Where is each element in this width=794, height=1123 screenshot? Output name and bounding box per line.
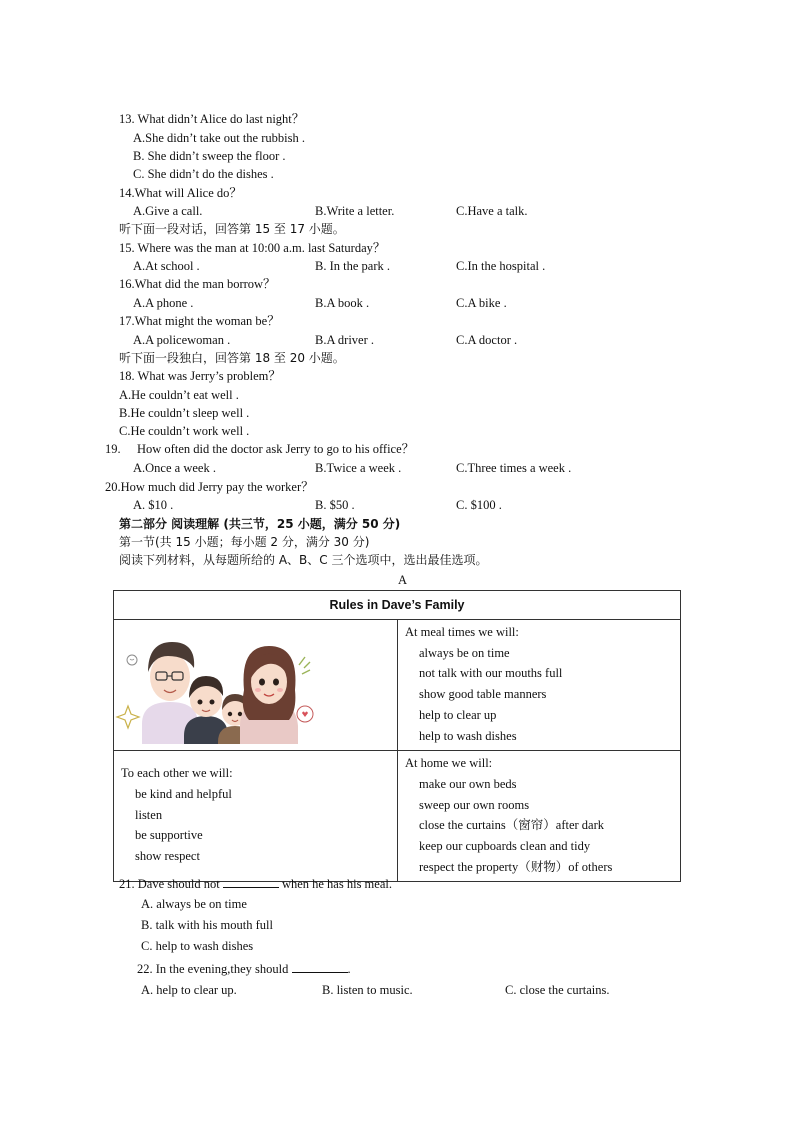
question-21 bbox=[119, 875, 392, 893]
answer-blank bbox=[223, 875, 279, 888]
meal-rules-cell bbox=[398, 620, 681, 751]
question-21-stem-end: when he has his meal. bbox=[281, 877, 392, 891]
option-19b: B.Twice a week . bbox=[315, 461, 402, 475]
home-rule-item: close the curtains（窗帘）after dark bbox=[419, 818, 605, 833]
option-18a: A.He couldn’t eat well . bbox=[119, 388, 239, 402]
option-20a: A. $10 . bbox=[133, 498, 174, 512]
answer-blank bbox=[292, 960, 348, 973]
option-22a: A. help to clear up. bbox=[141, 983, 237, 997]
option-14b: B.Write a letter. bbox=[315, 204, 395, 218]
meal-rules-heading: At meal times we will: bbox=[405, 625, 519, 639]
question-22 bbox=[137, 960, 351, 978]
option-18b: B.He couldn’t sleep well . bbox=[119, 406, 250, 420]
option-17c: C.A doctor . bbox=[456, 333, 518, 347]
family-illustration bbox=[114, 620, 397, 744]
option-20b: B. $50 . bbox=[315, 498, 355, 512]
home-rules-heading: At home we will: bbox=[405, 756, 493, 771]
family-illustration-cell bbox=[114, 620, 398, 751]
option-21c: C. help to wash dishes bbox=[141, 939, 254, 953]
question-18: 18. What was Jerry’s problem？ bbox=[119, 369, 281, 383]
option-16b: B.A book . bbox=[315, 296, 370, 310]
option-13a: A.She didn’t take out the rubbish . bbox=[133, 131, 305, 145]
option-17b: B.A driver . bbox=[315, 333, 375, 347]
option-22c: C. close the curtains. bbox=[505, 983, 610, 997]
reading-instruction: 阅读下列材料，从每题所给的 A、B、C 三个选项中，选出最佳选项。 bbox=[119, 553, 488, 567]
question-20: 20.How much did Jerry pay the worker？ bbox=[105, 480, 314, 494]
each-other-rules-cell bbox=[114, 751, 398, 882]
option-14a: A.Give a call. bbox=[133, 204, 203, 218]
rules-title: Rules in Dave’s Family bbox=[114, 591, 681, 620]
option-17a: A.A policewoman . bbox=[133, 333, 231, 347]
option-15c: C.In the hospital . bbox=[456, 259, 546, 273]
option-22b: B. listen to music. bbox=[322, 983, 413, 997]
monologue-instruction: 听下面一段独白，回答第 18 至 20 小题。 bbox=[119, 351, 345, 365]
each-other-rule-item: be supportive bbox=[135, 828, 203, 843]
question-13: 13. What didn’t Alice do last night？ bbox=[119, 112, 305, 126]
option-21b: B. talk with his mouth full bbox=[141, 918, 273, 932]
meal-rule-item: not talk with our mouths full bbox=[419, 666, 563, 681]
question-19: How often did the doctor ask Jerry to go to his office？ bbox=[137, 442, 415, 456]
home-rule-item: keep our cupboards clean and tidy bbox=[419, 839, 591, 854]
part-2-title: 第二部分 阅读理解 (共三节，25 小题，满分 50 分) bbox=[119, 517, 401, 531]
option-18c: C.He couldn’t work well . bbox=[119, 424, 250, 438]
question-19-number: 19. bbox=[105, 442, 121, 456]
meal-rule-item: always be on time bbox=[419, 645, 510, 660]
option-14c: C.Have a talk. bbox=[456, 204, 528, 218]
each-other-rule-item: listen bbox=[135, 807, 163, 822]
option-20c: C. $100 . bbox=[456, 498, 502, 512]
question-16: 16.What did the man borrow？ bbox=[119, 277, 276, 291]
option-19c: C.Three times a week . bbox=[456, 461, 572, 475]
rules-table bbox=[113, 590, 681, 882]
passage-label: A bbox=[398, 573, 408, 587]
meal-rule-item: help to clear up bbox=[419, 707, 497, 722]
home-rule-item: sweep our own rooms bbox=[419, 797, 530, 812]
option-19a: A.Once a week . bbox=[133, 461, 216, 475]
home-rule-item: make our own beds bbox=[419, 776, 517, 791]
option-15a: A.At school . bbox=[133, 259, 200, 273]
option-21a: A. always be on time bbox=[141, 897, 247, 911]
option-15b: B. In the park . bbox=[315, 259, 390, 273]
section-1-title: 第一节(共 15 小题；每小题 2 分，满分 30 分) bbox=[119, 535, 370, 549]
dialogue-instruction: 听下面一段对话，回答第 15 至 17 小题。 bbox=[119, 222, 345, 236]
option-13b: B. She didn’t sweep the floor . bbox=[133, 149, 286, 163]
option-16c: C.A bike . bbox=[456, 296, 507, 310]
question-15: 15. Where was the man at 10:00 a.m. last Saturday？ bbox=[119, 241, 386, 255]
each-other-rule-item: show respect bbox=[135, 849, 200, 864]
question-17: 17.What might the woman be？ bbox=[119, 314, 280, 328]
each-other-rule-item: be kind and helpful bbox=[135, 786, 232, 801]
meal-rule-item: help to wash dishes bbox=[419, 728, 517, 743]
home-rules-cell bbox=[398, 751, 681, 882]
sparkle-icon bbox=[117, 706, 139, 728]
question-14: 14.What will Alice do？ bbox=[119, 186, 242, 200]
each-other-rules-heading: To each other we will: bbox=[121, 766, 233, 781]
home-rule-item: respect the property（财物）of others bbox=[419, 859, 613, 874]
question-22-stem-start: 22. In the evening,they should bbox=[137, 962, 289, 976]
option-13c: C. She didn’t do the dishes . bbox=[133, 167, 274, 181]
meal-rule-item: show good table manners bbox=[419, 687, 547, 702]
question-22-stem-end: . bbox=[347, 962, 351, 976]
option-16a: A.A phone . bbox=[133, 296, 194, 310]
question-21-stem-start: 21. Dave should not bbox=[119, 877, 220, 891]
